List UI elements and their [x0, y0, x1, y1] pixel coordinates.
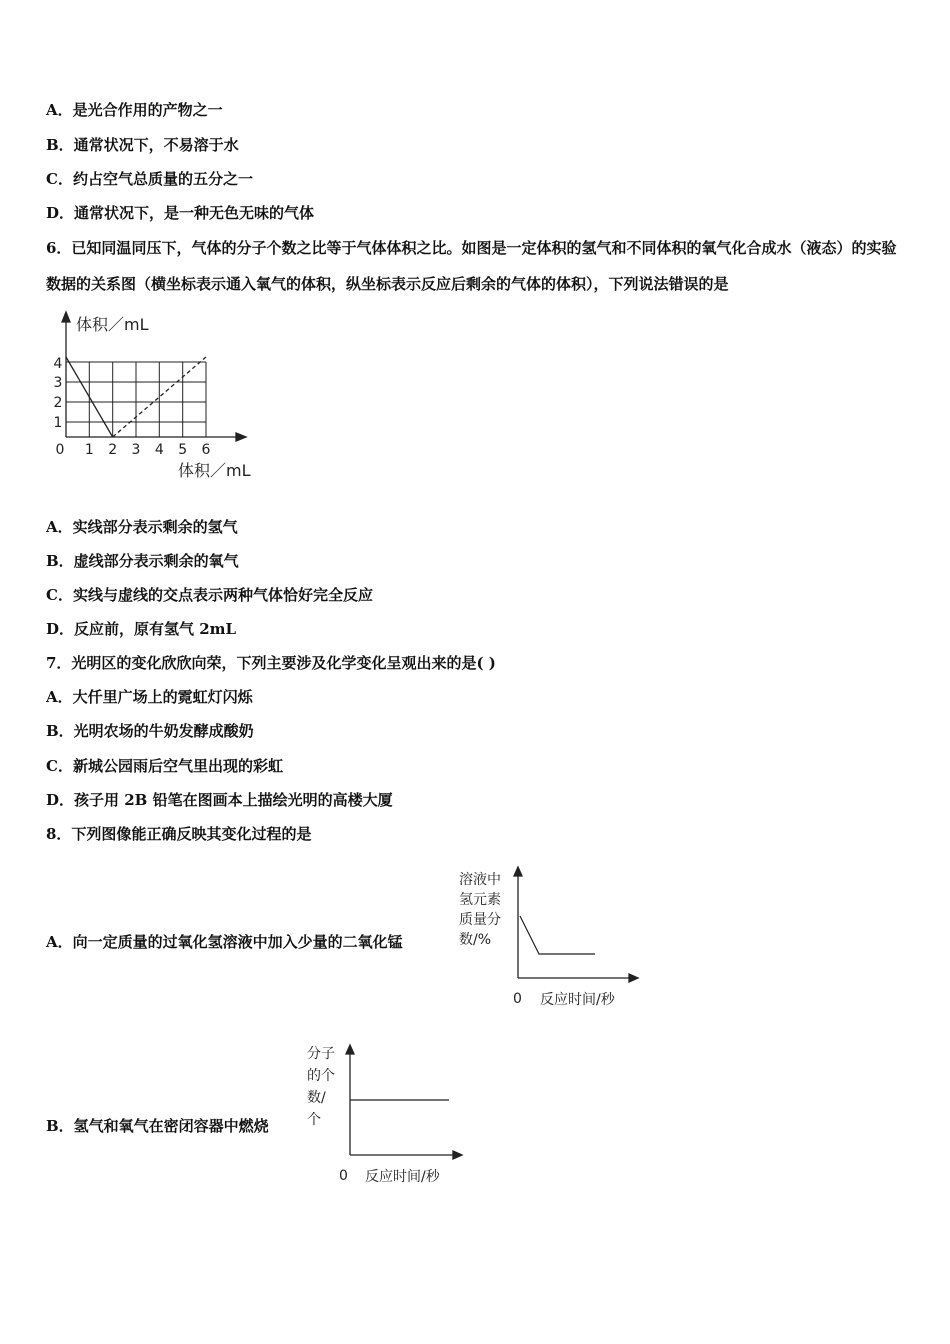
q8-chart-a [455, 862, 645, 1012]
q8a-ylabel-line-3: 质量分 [459, 912, 501, 928]
q6-x-tick-2: 2 [108, 442, 118, 458]
q8a-curve [520, 916, 595, 954]
q7-option-b: B．光明农场的牛奶发酵成酸奶 [46, 722, 254, 740]
q5-option-b: B．通常状况下，不易溶于水 [46, 136, 239, 154]
q6-x-tick-4: 4 [154, 442, 164, 458]
q8-chart-b [303, 1040, 473, 1190]
q6-y-tick-4: 4 [53, 356, 63, 372]
q6-x-tick-3: 3 [131, 442, 141, 458]
q6-chart [40, 308, 260, 483]
q8-stem: 8．下列图像能正确反映其变化过程的是 [46, 825, 312, 843]
q8b-ylabel-line-1: 分子 [307, 1046, 335, 1062]
q6-y-tick-3: 3 [53, 375, 63, 391]
q6-stem: 6．已知同温同压下，气体的分子个数之比等于气体体积之比。如图是一定体积的氢气和不同体积的氧气化合成水（液态）的实验数据的关系图（横坐标表示通入氧气的体积，纵坐标表示反应后剩余的气体的体积），下列说法错误的是 [46, 239, 897, 293]
q7-option-d: D．孩子用 2B 铅笔在图画本上描绘光明的高楼大厦 [46, 791, 393, 809]
q8b-axes [346, 1045, 462, 1159]
q7-option-a: A．大仟里广场上的霓虹灯闪烁 [46, 688, 253, 706]
q8-option-b: B．氢气和氧气在密闭容器中燃烧 [46, 1117, 269, 1135]
q6-grid [66, 362, 206, 437]
q7-stem: 7．光明区的变化欣欣向荣，下列主要涉及化学变化呈观出来的是( ) [46, 654, 496, 672]
q6-y-tick-1: 1 [53, 415, 63, 431]
q5-option-c: C．约占空气总质量的五分之一 [46, 170, 253, 188]
q6-y-tick-2: 2 [53, 395, 63, 411]
q8b-xlabel: 反应时间/秒 [365, 1169, 440, 1185]
q6-x-tick-0: 0 [55, 442, 65, 458]
q8a-xlabel: 反应时间/秒 [540, 992, 615, 1008]
q8a-origin: 0 [513, 991, 522, 1007]
q6-x-tick-1: 1 [84, 442, 94, 458]
q8a-ylabel-line-1: 溶液中 [459, 872, 501, 888]
q6-x-tick-5: 5 [178, 442, 188, 458]
q8a-ylabel-line-4: 数/% [459, 932, 492, 948]
q8b-ylabel-line-4: 个 [307, 1112, 321, 1128]
q6-x-axis-label: 体积／mL [178, 461, 251, 480]
q6-x-tick-6: 6 [201, 442, 211, 458]
q8b-origin: 0 [339, 1168, 348, 1184]
q6-option-d: D．反应前，原有氢气 2mL [46, 620, 237, 638]
q8a-ylabel-line-2: 氢元素 [459, 892, 501, 908]
q5-option-a: A．是光合作用的产物之一 [46, 101, 223, 119]
q6-y-axis-label: 体积／mL [76, 315, 149, 334]
q6-option-b: B．虚线部分表示剩余的氧气 [46, 552, 239, 570]
q8b-ylabel-line-3: 数/ [307, 1090, 326, 1106]
q8b-ylabel-line-2: 的个 [307, 1068, 335, 1084]
q6-option-c: C．实线与虚线的交点表示两种气体恰好完全反应 [46, 586, 373, 604]
q6-option-a: A．实线部分表示剩余的氢气 [46, 518, 238, 536]
q5-option-d: D．通常状况下，是一种无色无味的气体 [46, 204, 315, 222]
q7-option-c: C．新城公园雨后空气里出现的彩虹 [46, 757, 283, 775]
q8a-axes [514, 867, 638, 982]
q8-option-a: A．向一定质量的过氧化氢溶液中加入少量的二氧化锰 [46, 933, 403, 951]
